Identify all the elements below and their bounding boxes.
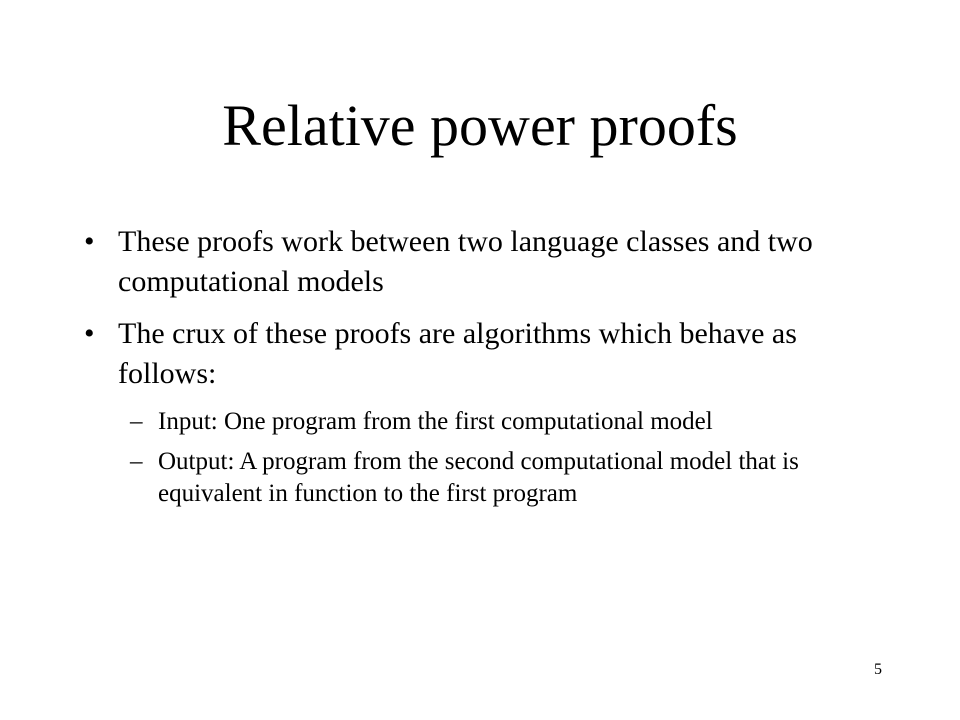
sub-bullet-text: Output: A program from the second computational model that is equivalent in function to the first program <box>158 448 799 507</box>
slide-title: Relative power proofs <box>222 93 738 158</box>
bullet-marker: • <box>84 317 95 350</box>
dash-marker: – <box>130 448 143 475</box>
page-number: 5 <box>874 661 882 678</box>
bullet-marker: • <box>84 225 95 258</box>
sub-bullet-list <box>118 406 900 510</box>
bullet-text: These proofs work between two language classes and two computational models <box>118 225 813 298</box>
bullet-item <box>80 222 900 302</box>
sub-bullet-item <box>118 446 900 510</box>
sub-bullet-text: Input: One program from the first computational model <box>158 408 713 435</box>
bullet-list <box>80 222 900 522</box>
bullet-item <box>80 314 900 510</box>
dash-marker: – <box>130 408 143 435</box>
sub-bullet-item <box>118 406 900 438</box>
bullet-text: The crux of these proofs are algorithms which behave as follows: <box>118 317 797 390</box>
